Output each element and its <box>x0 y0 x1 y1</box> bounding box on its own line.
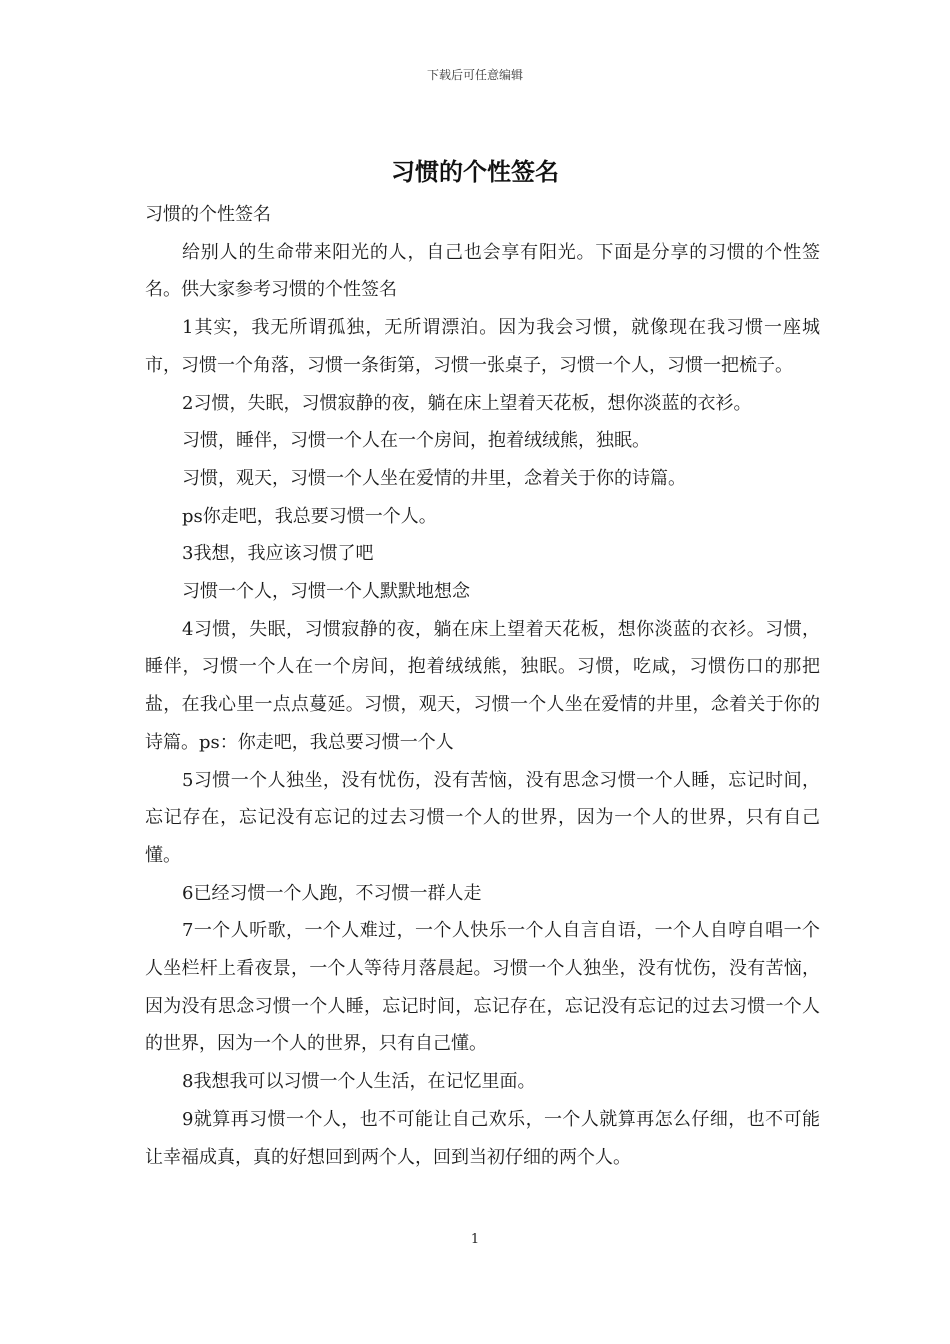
paragraph: 4习惯，失眠，习惯寂静的夜，躺在床上望着天花板，想你淡蓝的衣衫。习惯，睡伴，习惯一个人在一个房间，抱着绒绒熊，独眠。习惯，吃咸，习惯伤口的那把盐，在我心里一点点蔓延。习惯，观天，习惯一个人坐在爱情的井里，念着关于你的诗篇。ps：你走吧，我总要习惯一个人 <box>145 618 820 753</box>
paragraph: 6已经习惯一个人跑，不习惯一群人走 <box>182 882 482 904</box>
paragraph: 9就算再习惯一个人，也不可能让自己欢乐，一个人就算再怎么仔细，也不可能让幸福成真，真的好想回到两个人，回到当初仔细的两个人。 <box>145 1108 820 1168</box>
paragraph: 8我想我可以习惯一个人生活，在记忆里面。 <box>182 1071 536 1093</box>
paragraph: 习惯，睡伴，习惯一个人在一个房间，抱着绒绒熊，独眠。 <box>182 430 650 452</box>
header-note: 下载后可任意编辑 <box>426 68 523 82</box>
paragraph: 习惯，观天，习惯一个人坐在爱情的井里，念着关于你的诗篇。 <box>182 467 686 489</box>
document-body <box>145 196 820 1176</box>
paragraph: 5习惯一个人独坐，没有忧伤，没有苦恼，没有思念习惯一个人睡，忘记时间，忘记存在，忘记没有忘记的过去习惯一个人的世界，因为一个人的世界，只有自己懂。 <box>145 769 820 866</box>
document-title: 习惯的个性签名 <box>391 157 559 186</box>
page-number: 1 <box>470 1232 480 1247</box>
paragraph: 7一个人听歌，一个人难过，一个人快乐一个人自言自语，一个人自哼自唱一个人坐栏杆上看夜景，一个人等待月落晨起。习惯一个人独坐，没有忧伤，没有苦恼，因为没有思念习惯一个人睡，忘记时间，忘记存在，忘记没有忘记的过去习惯一个人的世界，因为一个人的世界，只有自己懂。 <box>145 920 820 1055</box>
paragraph: ps你走吧，我总要习惯一个人。 <box>182 505 437 527</box>
paragraph: 3我想，我应该习惯了吧 <box>182 543 374 565</box>
paragraph: 习惯一个人，习惯一个人默默地想念 <box>182 581 470 603</box>
paragraph: 习惯的个性签名 <box>145 204 271 225</box>
paragraph: 2习惯，失眠，习惯寂静的夜，躺在床上望着天花板，想你淡蓝的衣衫。 <box>182 392 752 414</box>
paragraph: 1其实，我无所谓孤独，无所谓漂泊。因为我会习惯，就像现在我习惯一座城市，习惯一个角落，习惯一条街第，习惯一张桌子，习惯一个人，习惯一把梳子。 <box>145 317 820 376</box>
paragraph: 给别人的生命带来阳光的人，自己也会享有阳光。下面是分享的习惯的个性签名。供大家参考习惯的个性签名 <box>145 241 820 301</box>
